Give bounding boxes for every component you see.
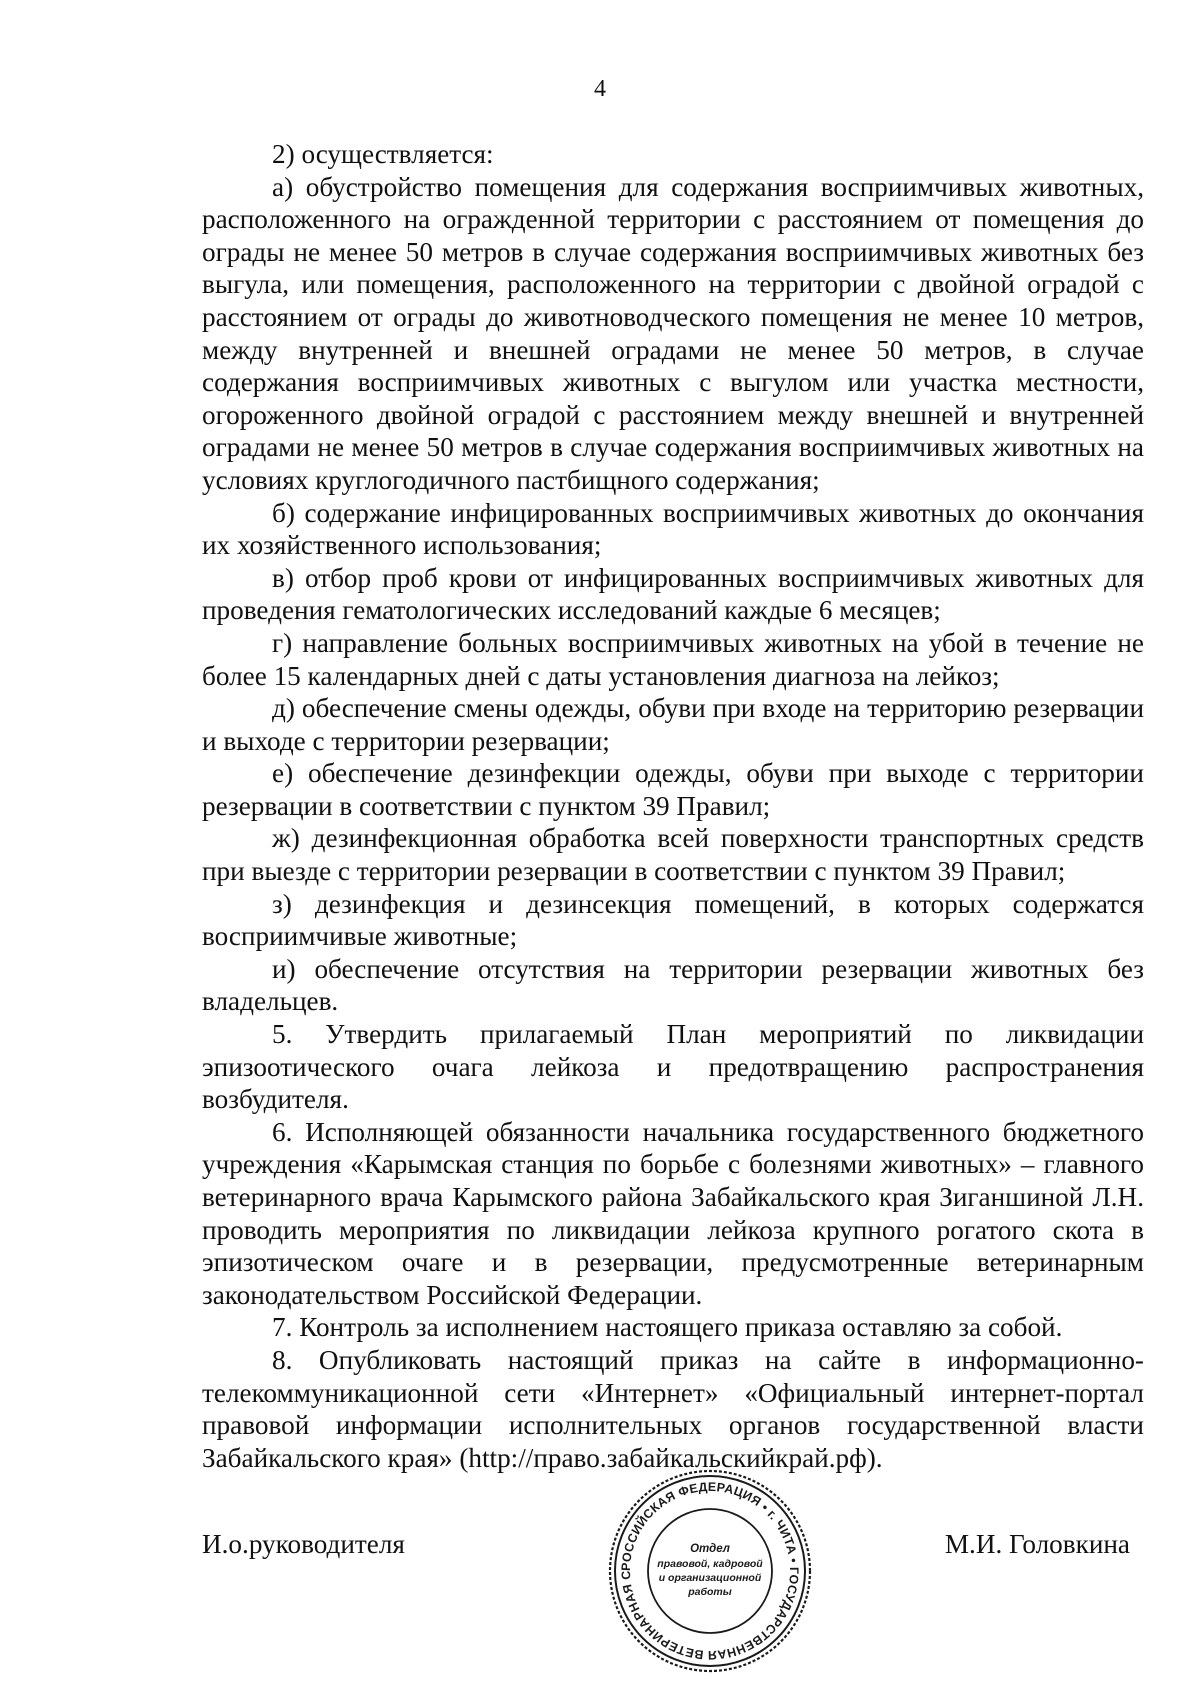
paragraph-item-d: д) обеспечение смены одежды, обуви при входе на территорию резервации и выходе с территории резервации;	[202, 693, 1144, 756]
paragraph-point-6: 6. Исполняющей обязанности начальника государственного бюджетного учреждения «Карымская станция по борьбе с болезнями животных» – главного ветеринарного врача Карымского района Забайкальского края Зиганшиной Л.Н. проводить мероприятия по ликвидации лейкоза крупного рогатого скота в эпизотическом очаге и в резервации, предусмотренные ветеринарным законодательством Российской Федерации.	[202, 1116, 1144, 1310]
stamp-seal-icon	[605, 1466, 815, 1676]
stamp-outer-text: РОССИЙСКАЯ ФЕДЕРАЦИЯ • г. ЧИТА • ГОСУДАРСТВЕННАЯ ВЕТЕРИНАРНАЯ С	[618, 1479, 802, 1663]
official-stamp	[605, 1466, 815, 1676]
signatory-name: М.И. Головкина	[944, 1529, 1130, 1559]
paragraph-item-z: з) дезинфекция и дезинсекция помещений, в которых содержатся восприимчивые животные;	[202, 888, 1144, 952]
stamp-center-line: Отдел	[690, 1543, 730, 1555]
paragraph-point-8: 8. Опубликовать настоящий приказ на сайте в информационно-телекоммуникационной сети «Интернет» «Официальный интернет-портал правовой информации исполнительных органов государственной власти Забайкальского края» (http://право.забайкальскийкрай.рф).	[202, 1344, 1144, 1473]
paragraph-item-v: в) отбор проб крови от инфицированных восприимчивых животных для проведения гематологических исследований каждые 6 месяцев;	[202, 562, 1144, 626]
paragraph-item-2: 2) осуществляется:	[272, 139, 494, 169]
paragraph-item-zh: ж) дезинфекционная обработка всей поверхности транспортных средств при выезде с территории резервации в соответствии с пунктом 39 Правил;	[202, 823, 1144, 887]
signatory-title: И.о.руководителя	[202, 1529, 405, 1559]
paragraph-item-g: г) направление больных восприимчивых животных на убой в течение не более 15 календарных дней с даты установления диагноза на лейкоз;	[202, 627, 1144, 691]
paragraph-item-a: а) обустройство помещения для содержания восприимчивых животных, расположенного на огражденной территории с расстоянием от помещения до ограды не менее 50 метров в случае содержания восприимчивых животных без выгула, или помещения, расположенного на территории с двойной оградой с расстоянием от ограды до животноводческого помещения не менее 10 метров, между внутренней и внешней оградами не менее 50 метров, в случае содержания восприимчивых животных с выгулом или участка местности, огороженного двойной оградой с расстоянием между внешней и внутренней оградами не менее 50 метров в случае содержания восприимчивых животных на условиях круглогодичного пастбищного содержания;	[202, 171, 1144, 495]
document-body	[202, 138, 1144, 1474]
paragraph-item-e: е) обеспечение дезинфекции одежды, обуви при выходе с территории резервации в соответствии с пунктом 39 Правил;	[202, 758, 1144, 821]
stamp-center-line: работы	[688, 1586, 732, 1598]
paragraph-item-i: и) обеспечение отсутствия на территории резервации животных без владельцев.	[202, 953, 1144, 1017]
paragraph-item-b: б) содержание инфицированных восприимчивых животных до окончания их хозяйственного использования;	[202, 497, 1144, 561]
stamp-center-line: и организационной	[658, 1572, 762, 1584]
paragraph-point-5: 5. Утвердить прилагаемый План мероприятий по ликвидации эпизоотического очага лейкоза и предотвращению распространения возбудителя.	[202, 1019, 1144, 1115]
stamp-center-line: правовой, кадровой	[657, 1558, 763, 1570]
page-number: 4	[594, 76, 606, 102]
paragraph-point-7: 7. Контроль за исполнением настоящего приказа оставляю за собой.	[272, 1312, 1063, 1343]
